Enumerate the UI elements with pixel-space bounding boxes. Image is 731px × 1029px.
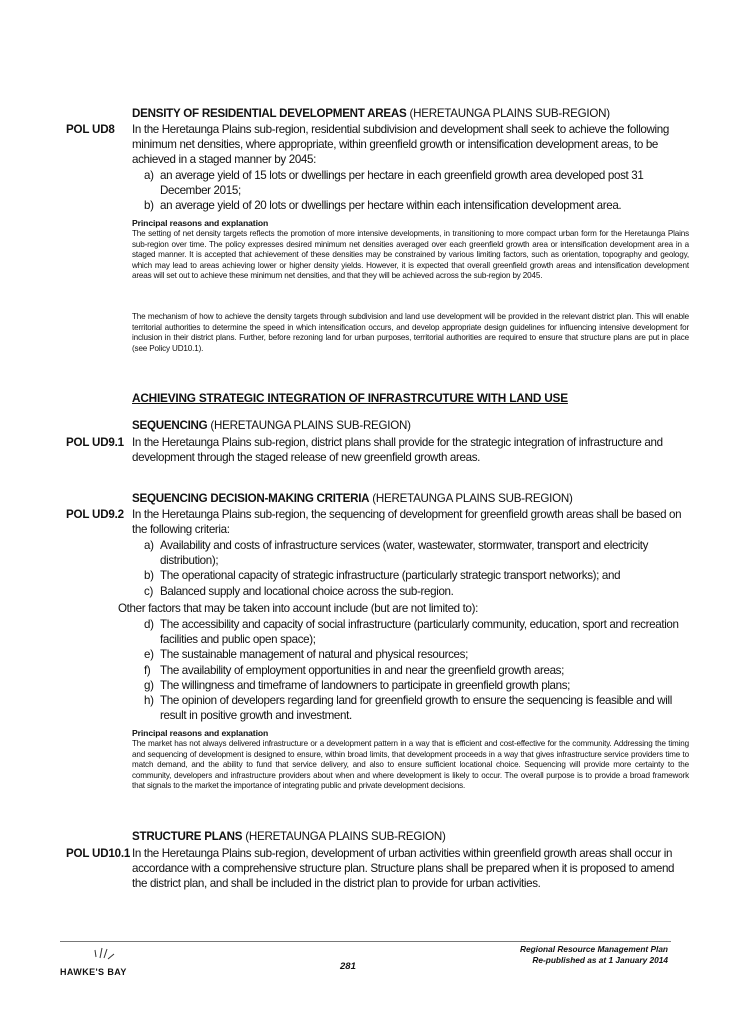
logo-text: HAWKE'S BAY	[60, 967, 127, 977]
explanation-paragraph: The mechanism of how to achieve the density targets through subdivision and land use development will be provided in the relevant district plan. This will enable territorial authorities to determine the speed in which intensification occurs, and develop appropriate design guidelines for influencing intensive development for inclusion in their district plans. Further, before rezoning land for urban purposes, territorial authorities are required to ensure that structure plans are put in place (see Policy UD10.1).	[132, 312, 689, 353]
list-item: f) The availability of employment opportunities in and near the greenfield growth areas;	[144, 663, 564, 677]
list-item: a) Availability and costs of infrastructure services (water, wastewater, stormwater, transport and electricity distribution);	[144, 539, 649, 568]
criteria-list-ud9-2	[144, 538, 689, 599]
list-item: b) The operational capacity of strategic infrastructure (particularly strategic transport networks); and	[144, 569, 621, 583]
logo-graphic	[60, 944, 150, 964]
policy-text-ud9-1: In the Heretaunga Plains sub-region, district plans shall provide for the strategic integration of infrastructure and development through the staged release of new greenfield growth areas.	[132, 436, 663, 465]
policy-text-ud9-2: In the Heretaunga Plains sub-region, the sequencing of development for greenfield growth areas shall be based on the following criteria:	[132, 508, 682, 537]
explanation-paragraph: The setting of net density targets reflects the promotion of more intensive developments, in transitioning to more compact urban form for the Heretaunga Plains sub-region over time. The policy expresses desired minimum net densities averaged over each greenfield growth area or intensification development area in a staged manner. It is accepted that achievement of these densities may be constrained by various limiting factors, such as orientation, topography and geology, which may lead to areas achieving lower or higher density yields. However, it is expected that overall greenfield growth areas and intensification development areas will set out to achieve these minimum net densities, and that they will be achieved across the sub-region by 2045.	[132, 229, 689, 281]
explanation-paragraph: The market has not always delivered infrastructure or a development pattern in a way that is efficient and cost-effective for the community. Addressing the timing and sequencing of development is designed to ensure, within broad limits, that development proceeds in a way that gives infrastructure service providers time to match demand, and the ability to fund that service delivery, and also to ensure sufficient locational choice. Sequencing will provide more certainty to the community, developers and infrastructure providers about when and where development is likely to occur. The overall purpose is to provide a broad framework that signals to the market the importance of integrating public and private development decisions.	[132, 739, 689, 791]
footer-divider	[60, 941, 671, 942]
policy-code-ud10-1: POL UD10.1	[66, 847, 131, 860]
list-item: h) The opinion of developers regarding land for greenfield growth to ensure the sequencing is feasible and will result in positive growth and investment.	[144, 694, 672, 723]
footer-document-info	[470, 944, 668, 966]
page-number: 281	[340, 961, 356, 972]
footer-date: Re-published as at 1 January 2014	[532, 955, 668, 965]
policy-text-ud8: In the Heretaunga Plains sub-region, residential subdivision and development shall seek to achieve the following minimum net densities, where appropriate, within greenfield growth or intensification development areas, to be achieved in a staged manner by 2045:	[132, 123, 669, 167]
section-heading-sequencing: SEQUENCING (HERETAUNGA PLAINS SUB-REGION)	[132, 419, 411, 432]
section-heading-decision-criteria: SEQUENCING DECISION-MAKING CRITERIA (HERETAUNGA PLAINS SUB-REGION)	[132, 492, 573, 505]
list-item: g) The willingness and timeframe of landowners to participate in greenfield growth plans;	[144, 678, 571, 692]
list-item: a) an average yield of 15 lots or dwellings per hectare in each greenfield growth area developed post 31 December 2015;	[144, 169, 644, 198]
footer-logo	[60, 944, 150, 977]
other-factors-list	[144, 617, 689, 723]
policy-code-ud8: POL UD8	[66, 123, 115, 136]
list-item: b) an average yield of 20 lots or dwellings per hectare within each intensification development area.	[144, 199, 622, 213]
footer-plan-title: Regional Resource Management Plan	[520, 944, 668, 954]
criteria-list-ud8	[144, 168, 689, 214]
list-item: e) The sustainable management of natural and physical resources;	[144, 648, 468, 662]
policy-code-ud9-2: POL UD9.2	[66, 508, 124, 521]
section-title-integration: ACHIEVING STRATEGIC INTEGRATION OF INFRASTRCUTURE WITH LAND USE	[132, 391, 568, 405]
list-item: d) The accessibility and capacity of social infrastructure (particularly community, education, sport and recreation facilities and public open space);	[144, 618, 679, 647]
reasons-heading-ud9-2: Principal reasons and explanation	[132, 728, 269, 738]
section-heading-density: DENSITY OF RESIDENTIAL DEVELOPMENT AREAS (HERETAUNGA PLAINS SUB-REGION)	[132, 107, 610, 120]
reasons-heading-ud8: Principal reasons and explanation	[132, 218, 269, 228]
section-heading-structure-plans: STRUCTURE PLANS (HERETAUNGA PLAINS SUB-REGION)	[132, 830, 446, 843]
list-item: c) Balanced supply and locational choice across the sub-region.	[144, 584, 454, 598]
policy-text-ud10-1: In the Heretaunga Plains sub-region, development of urban activities within greenfield growth areas shall occur in accordance with a comprehensive structure plan. Structure plans shall be prepared when it is proposed to amend the district plan, and shall be included in the district plan to provide for urban activities.	[132, 847, 675, 891]
policy-code-ud9-1: POL UD9.1	[66, 436, 124, 449]
other-factors-intro: Other factors that may be taken into account include (but are not limited to):	[118, 602, 479, 615]
